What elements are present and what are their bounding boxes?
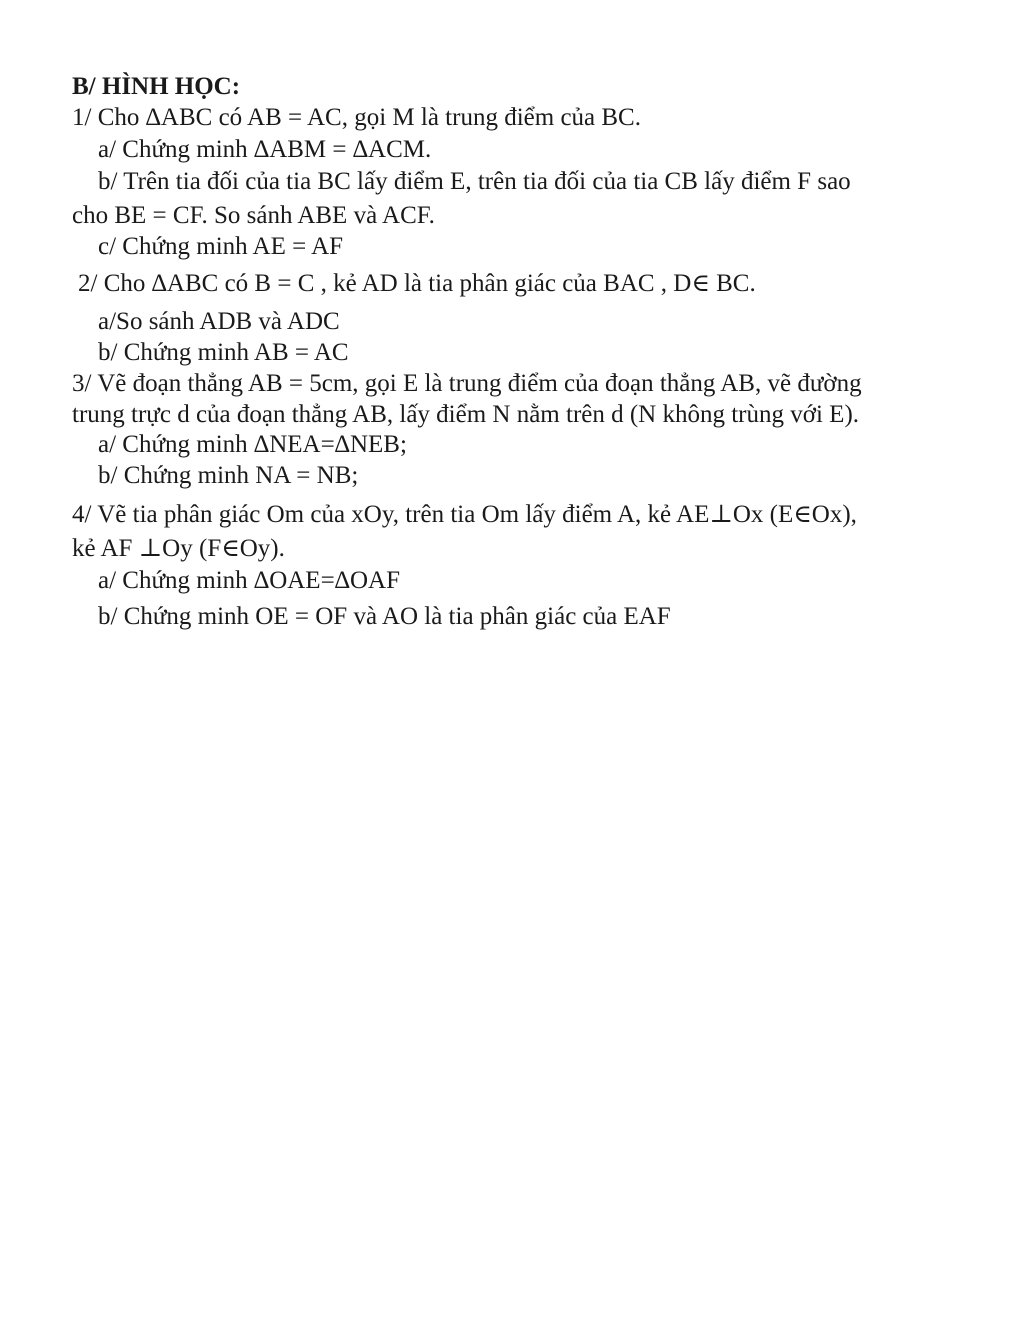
problem-3-part-a: a/ Chứng minh ∆NEA=∆NEB;	[98, 431, 407, 458]
problem-4-part-b: b/ Chứng minh OE = OF và AO là tia phân giác của EAF	[98, 603, 671, 630]
problem-1-part-a: a/ Chứng minh ∆ABM = ∆ACM.	[98, 136, 432, 163]
problem-4-statement: 4/ Vẽ tia phân giác Om của xOy, trên tia Om lấy điểm A, kẻ AE⊥Ox (E∈Ox),	[72, 501, 857, 528]
problem-1-statement: 1/ Cho ∆ABC có AB = AC, gọi M là trung điểm của BC.	[72, 104, 641, 131]
problem-1-part-b-continued: cho BE = CF. So sánh ABE và ACF.	[72, 202, 435, 229]
problem-2-part-a: a/So sánh ADB và ADC	[98, 308, 340, 335]
problem-4-part-a: a/ Chứng minh ∆OAE=∆OAF	[98, 567, 400, 594]
problem-3-statement: 3/ Vẽ đoạn thẳng AB = 5cm, gọi E là trung điểm của đoạn thẳng AB, vẽ đường	[72, 370, 862, 397]
problem-2-statement: 2/ Cho ∆ABC có B = C , kẻ AD là tia phân giác của BAC , D∈ BC.	[78, 270, 756, 297]
problem-2-part-b: b/ Chứng minh AB = AC	[98, 339, 349, 366]
problem-3-part-b: b/ Chứng minh NA = NB;	[98, 462, 359, 489]
problem-1-part-b: b/ Trên tia đối của tia BC lấy điểm E, trên tia đối của tia CB lấy điểm F sao	[98, 168, 851, 195]
problem-4-statement-continued: kẻ AF ⊥Oy (F∈Oy).	[72, 535, 285, 562]
problem-1-part-c: c/ Chứng minh AE = AF	[98, 233, 344, 260]
problem-3-statement-continued: trung trực d của đoạn thẳng AB, lấy điểm N nằm trên d (N không trùng với E).	[72, 401, 860, 428]
section-title: B/ HÌNH HỌC:	[72, 73, 241, 100]
